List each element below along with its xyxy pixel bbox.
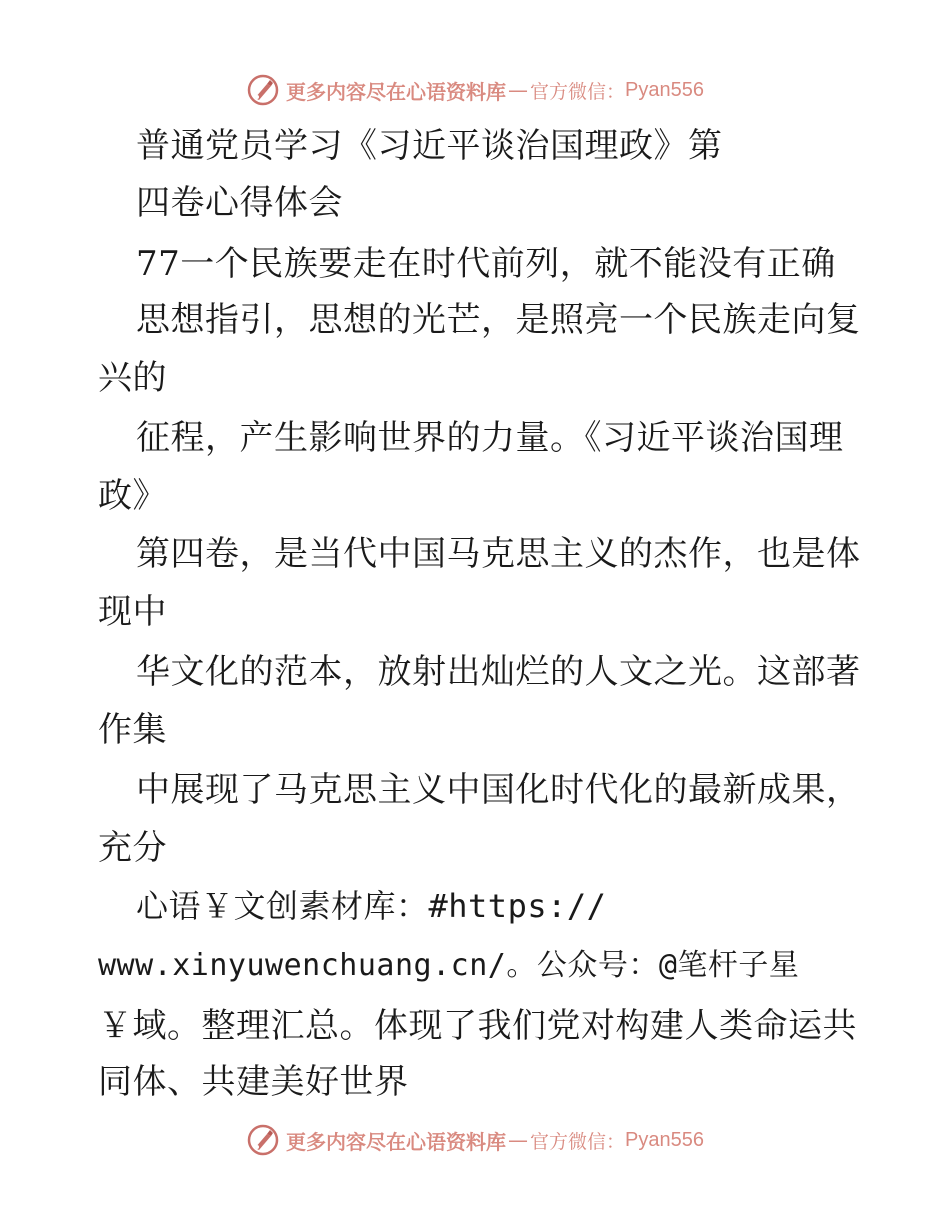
watermark-line: 心语￥文创素材库：#https:// (136, 887, 607, 925)
body-line: 思想指引，思想的光芒，是照亮一个民族走向复 (136, 300, 861, 340)
pen-logo-icon (246, 1123, 280, 1157)
footer-banner-dash: — (508, 1128, 528, 1152)
body-line: 征程，产生影响世界的力量。《习近平谈治国理 (136, 418, 844, 458)
watermark-url-line: www.xinyuwenchuang.cn/。公众号：@笔杆子星 (98, 948, 800, 983)
title-line-2: 四卷心得体会 (136, 183, 343, 223)
footer-banner (0, 1120, 950, 1160)
header-banner (0, 70, 950, 110)
footer-banner-text: 更多内容尽在心语资料库 (286, 1129, 506, 1154)
header-banner-text: 更多内容尽在心语资料库 (286, 79, 506, 104)
title-line-1: 普通党员学习《习近平谈治国理政》第 (136, 126, 723, 166)
header-banner-dash: — (508, 78, 528, 102)
body-line: 现中 (98, 592, 167, 632)
body-line: 华文化的范本，放射出灿烂的人文之光。这部著 (136, 652, 861, 692)
body-line: ￥域。整理汇总。体现了我们党对构建人类命运共 (98, 1006, 857, 1046)
header-wechat-id: Pyan556 (625, 78, 704, 101)
body-line: 同体、共建美好世界 (98, 1062, 409, 1102)
header-wechat-label: 官方微信： (530, 80, 626, 103)
body-line: 第四卷，是当代中国马克思主义的杰作，也是体 (136, 534, 861, 574)
body-line: 兴的 (98, 358, 167, 398)
body-line: 政》 (98, 476, 167, 516)
body-line: 中展现了马克思主义中国化时代化的最新成果， (136, 770, 861, 810)
pen-logo-icon (246, 73, 280, 107)
body-line: 充分 (98, 828, 167, 868)
body-line: 作集 (98, 710, 167, 750)
body-line: 77一个民族要走在时代前列，就不能没有正确 (136, 244, 836, 284)
footer-wechat-id: Pyan556 (625, 1128, 704, 1151)
footer-wechat-label: 官方微信： (530, 1130, 626, 1153)
